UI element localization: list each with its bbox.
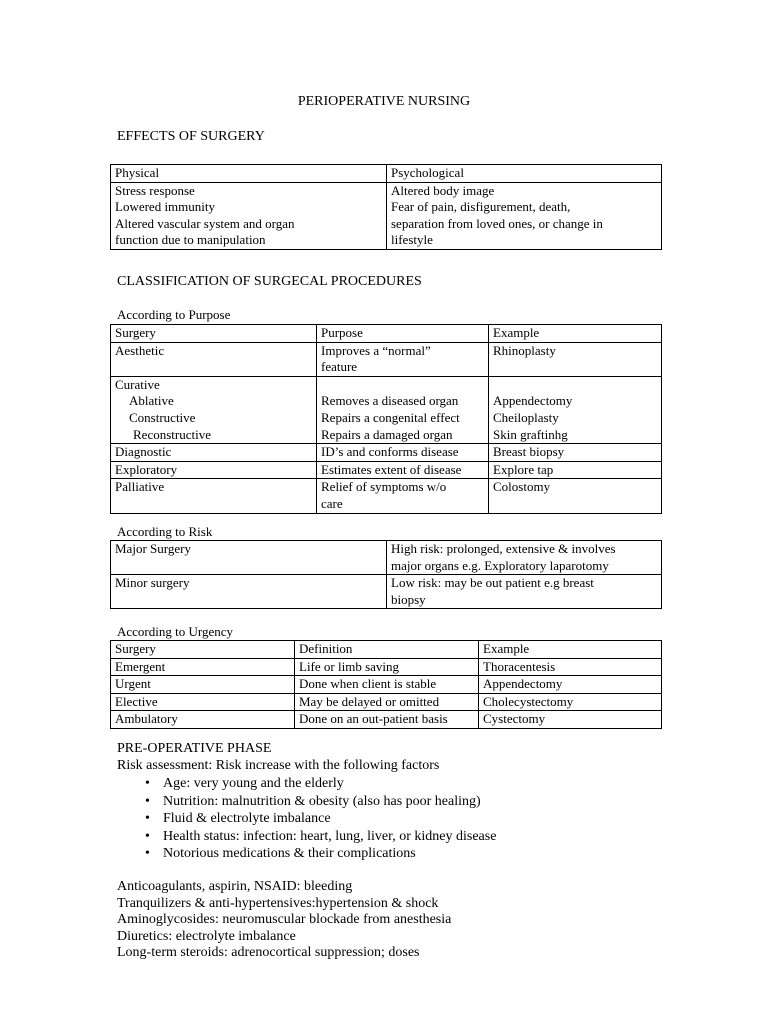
psychological-effect: separation from loved ones, or change in [391,215,603,231]
surgery-cell [111,376,317,443]
list-item: • Age: very young and the elderly [117,776,677,794]
table-row [111,676,662,694]
risk-desc-line: High risk: prolonged, extensive & involves [391,541,616,556]
header-surgery: Surgery [111,641,295,659]
table-header-row [111,641,662,659]
example-cell: Explore tap [489,461,662,479]
medication-line: Diuretics: electrolyte imbalance [117,928,296,944]
surgery-cell: Ambulatory [111,711,295,729]
surgery-line: Ablative [129,393,174,409]
purpose-line: Improves a “normal” [321,342,431,358]
physical-effect: function due to manipulation [115,232,266,248]
example-line: Appendectomy [493,393,573,409]
list-item: • Nutrition: malnutrition & obesity (also has poor healing) [117,794,677,812]
list-item: • Notorious medications & their complications [117,846,677,864]
medication-line: Anticoagulants, aspirin, NSAID: bleeding [117,879,353,894]
header-example: Example [479,641,662,659]
example-cell: Appendectomy [479,676,662,694]
purpose-line: Relief of symptoms w/o [321,479,447,495]
header-purpose: Purpose [317,325,489,343]
risk-desc-cell [387,575,662,609]
page-title: PERIOPERATIVE NURSING [297,94,471,109]
purpose-line: feature [321,359,358,375]
physical-effect: Lowered immunity [115,199,216,215]
physical-effect: Altered vascular system and organ [115,215,295,231]
purpose-line: Repairs a congenital effect [321,409,460,425]
risk-factors-list [117,776,677,864]
header-physical: Physical [111,165,387,183]
surgery-cell: Emergent [111,658,295,676]
example-line: Cheiloplasty [493,409,559,425]
table-row [111,182,662,249]
surgery-cell: Aesthetic [111,342,317,376]
example-cell: Cholecystectomy [479,693,662,711]
table-row [111,711,662,729]
psychological-effect: Fear of pain, disfigurement, death, [391,199,571,215]
risk-name-cell: Major Surgery [111,541,387,575]
medication-line: Tranquilizers & anti-hypertensives:hypertension & shock [117,895,439,911]
table-row [111,541,662,575]
medication-line: Aminoglycosides: neuromuscular blockade from anesthesia [117,912,452,928]
example-cell: Colostomy [489,479,662,513]
purpose-table [110,324,662,514]
preop-heading: PRE-OPERATIVE PHASE [117,741,272,756]
table-row [111,444,662,462]
urgency-label: According to Urgency [117,624,234,639]
header-example: Example [489,325,662,343]
purpose-cell: ID’s and conforms disease [317,444,489,462]
definition-cell: May be delayed or omitted [295,693,479,711]
risk-desc-line: major organs e.g. Exploratory laparotomy [391,557,609,573]
psychological-effect: lifestyle [391,232,433,248]
table-row [111,658,662,676]
definition-cell: Done on an out-patient basis [295,711,479,729]
surgery-cell: Elective [111,693,295,711]
purpose-cell [317,376,489,443]
definition-cell: Life or limb saving [295,658,479,676]
surgery-cell: Urgent [111,676,295,694]
purpose-cell [317,342,489,376]
example-line: Skin graftinhg [493,426,568,442]
medications-block [117,879,451,962]
psychological-effects-cell [387,182,662,249]
header-psychological: Psychological [387,165,662,183]
purpose-line: Repairs a damaged organ [321,426,453,442]
table-row [111,479,662,513]
example-cell: Breast biopsy [489,444,662,462]
purpose-line: Removes a diseased organ [321,393,459,409]
effects-heading: EFFECTS OF SURGERY [117,129,265,144]
risk-assessment-text: Risk assessment: Risk increase with the following factors [117,758,440,773]
table-row [111,575,662,609]
classification-heading: CLASSIFICATION OF SURGECAL PROCEDURES [117,274,422,289]
psychological-effect: Altered body image [391,182,495,198]
risk-table [110,540,662,609]
table-header-row [111,325,662,343]
purpose-line: care [321,495,343,511]
risk-desc-line: Low risk: may be out patient e.g breast [391,575,594,591]
physical-effect: Stress response [115,182,195,198]
risk-desc-cell [387,541,662,575]
urgency-table [110,640,662,729]
surgery-cell: Exploratory [111,461,317,479]
example-cell: Thoracentesis [479,658,662,676]
table-header-row [111,165,662,183]
table-row [111,693,662,711]
medication-line: Long-term steroids: adrenocortical suppression; doses [117,945,420,961]
table-row [111,461,662,479]
table-row [111,376,662,443]
surgery-line: Curative [115,376,160,392]
surgery-cell: Palliative [111,479,317,513]
effects-table [110,164,662,250]
surgery-line: Constructive [129,409,196,425]
risk-label: According to Risk [117,524,213,539]
example-cell: Cystectomy [479,711,662,729]
example-cell [489,376,662,443]
risk-desc-line: biopsy [391,591,426,607]
purpose-cell [317,479,489,513]
purpose-cell: Estimates extent of disease [317,461,489,479]
list-item: • Health status: infection: heart, lung, liver, or kidney disease [117,829,677,847]
physical-effects-cell [111,182,387,249]
definition-cell: Done when client is stable [295,676,479,694]
risk-name-cell: Minor surgery [111,575,387,609]
surgery-cell: Diagnostic [111,444,317,462]
table-row [111,342,662,376]
header-definition: Definition [295,641,479,659]
surgery-line: Reconstructive [133,426,211,442]
list-item: • Fluid & electrolyte imbalance [117,811,677,829]
header-surgery: Surgery [111,325,317,343]
example-cell: Rhinoplasty [489,342,662,376]
purpose-label: According to Purpose [117,307,231,322]
